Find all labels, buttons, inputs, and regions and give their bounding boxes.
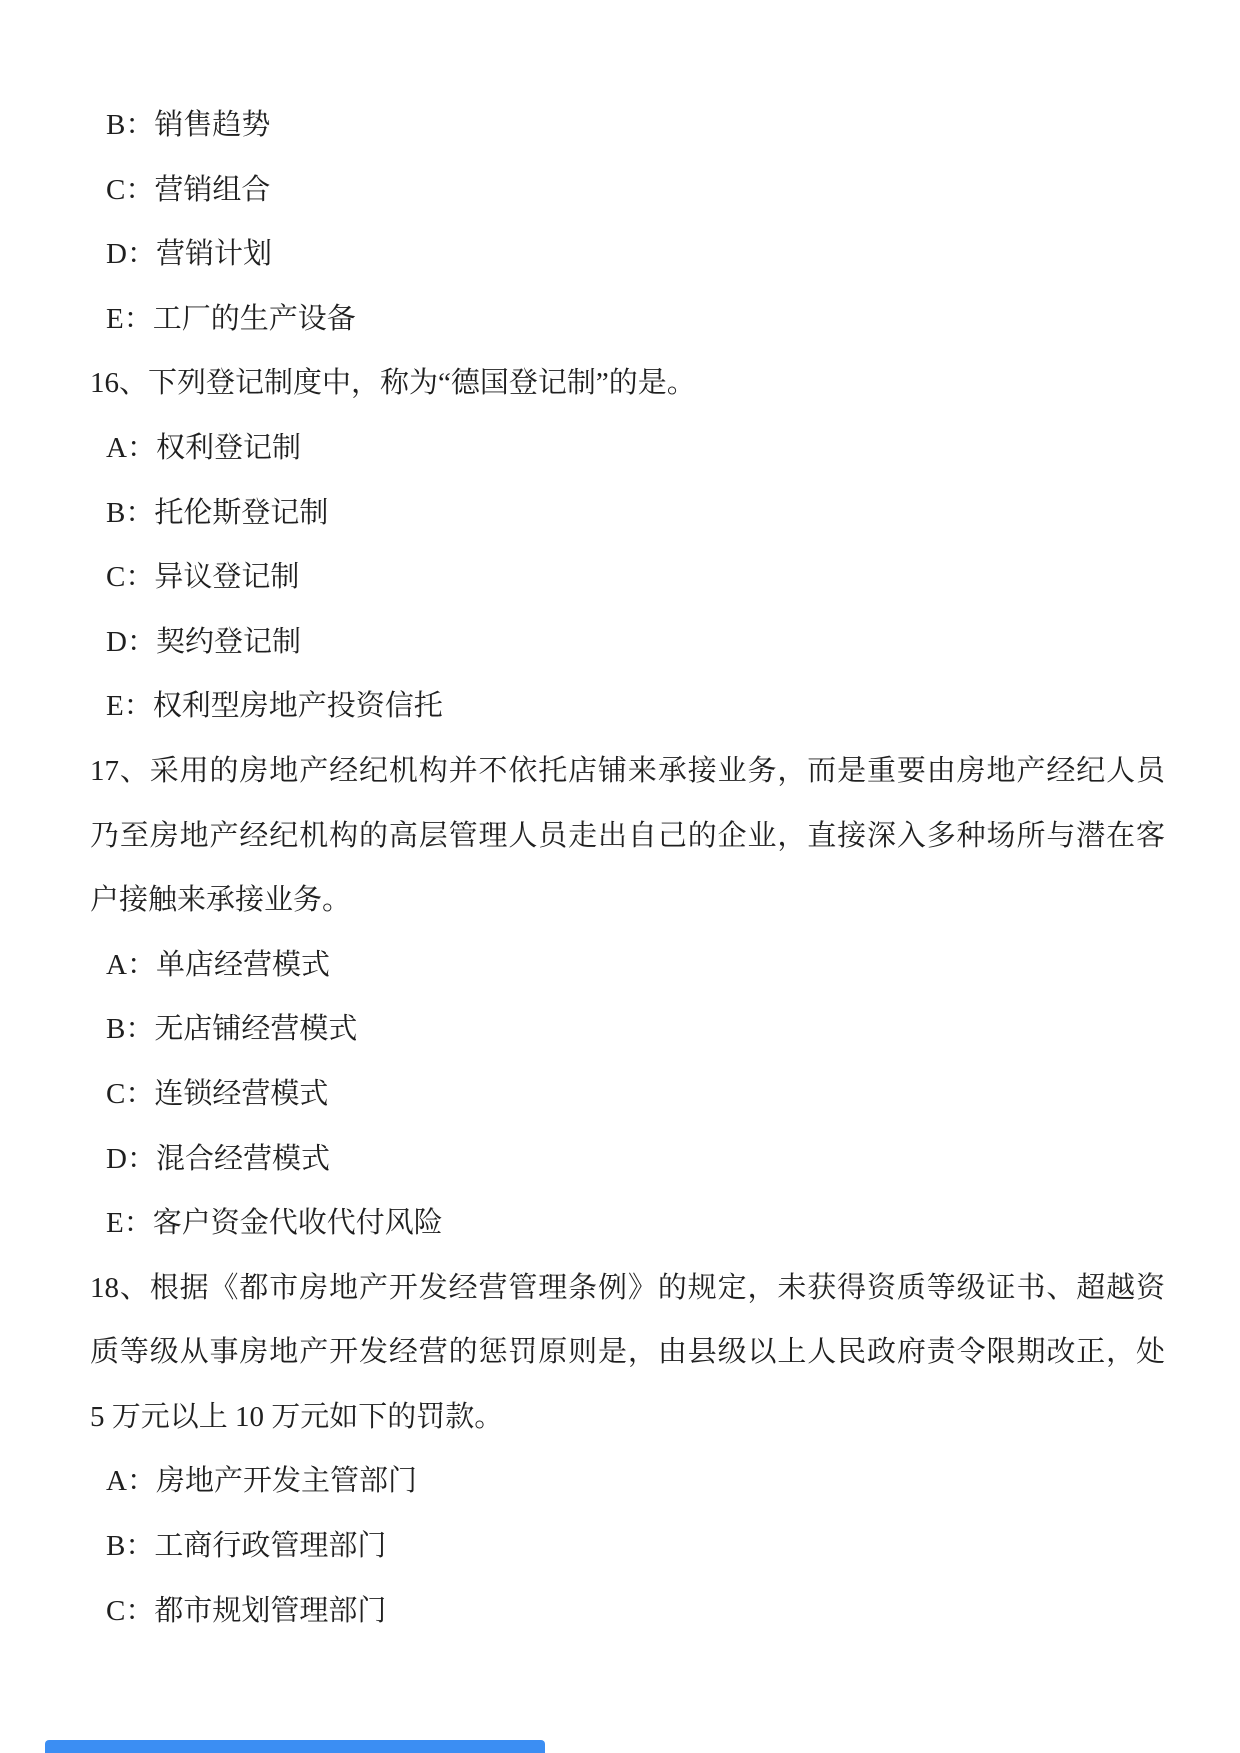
answer-option-line: C：连锁经营模式 (106, 1077, 329, 1110)
answer-option-line: D：契约登记制 (106, 625, 301, 658)
question-stem-continuation: 质等级从事房地产开发经营的惩罚原则是，由县级以上人民政府责令限期改正，处 (90, 1336, 1165, 1369)
answer-option-line: E：工厂的生产设备 (106, 302, 356, 335)
answer-option-line: C：营销组合 (106, 173, 271, 206)
answer-option-line: E：客户资金代收代付风险 (106, 1207, 443, 1240)
answer-option-line: E：权利型房地产投资信托 (106, 690, 443, 723)
answer-option-line: C：都市规划管理部门 (106, 1594, 387, 1627)
answer-option-line: B：托伦斯登记制 (106, 496, 329, 529)
question-stem-continuation: 5 万元以上 10 万元如下的罚款。 (90, 1400, 504, 1433)
question-stem-continuation: 户接触来承接业务。 (90, 884, 352, 917)
question-stem-line: 18、根据《都市房地产开发经营管理条例》的规定，未获得资质等级证书、超越资 (90, 1271, 1165, 1304)
question-stem-line: 16、下列登记制度中，称为“德国登记制”的是。 (90, 367, 696, 400)
text-body (0, 93, 1240, 1643)
answer-option-line: D：营销计划 (106, 238, 272, 271)
answer-option-line: A：房地产开发主管部门 (106, 1465, 417, 1498)
answer-option-line: B：销售趋势 (106, 109, 271, 141)
answer-option-line: C：异议登记制 (106, 561, 300, 594)
answer-option-line: B：工商行政管理部门 (106, 1530, 387, 1563)
answer-option-line: B：无店铺经营模式 (106, 1013, 358, 1046)
answer-option-line: A：单店经营模式 (106, 948, 330, 981)
answer-option-line: A：权利登记制 (106, 431, 301, 464)
question-stem-continuation: 乃至房地产经纪机构的高层管理人员走出自己的企业，直接深入多种场所与潜在客 (90, 819, 1165, 852)
answer-option-line: D：混合经营模式 (106, 1142, 330, 1175)
footer-highlight-bar (45, 1740, 545, 1753)
question-stem-line: 17、采用的房地产经纪机构并不依托店铺来承接业务，而是重要由房地产经纪人员 (90, 754, 1165, 787)
